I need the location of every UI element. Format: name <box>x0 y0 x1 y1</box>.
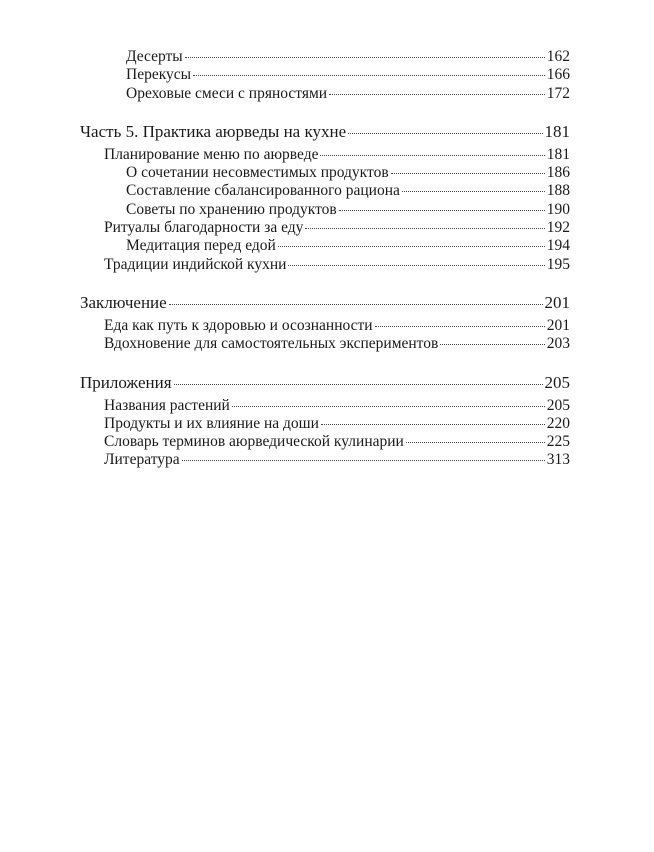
toc-entry-title: Продукты и их влияние на доши <box>104 414 319 432</box>
toc-part-heading <box>80 292 570 314</box>
toc-entry <box>80 433 570 451</box>
dot-leader <box>440 344 544 345</box>
toc-entry <box>80 66 570 84</box>
toc-entry-title: Словарь терминов аюрведической кулинарии <box>104 433 404 451</box>
toc-entry-page: 186 <box>546 164 570 182</box>
toc-entry-page: 181 <box>544 121 570 141</box>
toc-entry-page: 205 <box>544 372 570 392</box>
toc-entry-page: 220 <box>546 414 570 432</box>
toc-entry-title: Составление сбалансированного рациона <box>126 182 400 200</box>
toc-entry-title: Планирование меню по аюрведе <box>104 145 319 163</box>
toc-entry-title: Ореховые смеси с пряностями <box>126 84 328 102</box>
dot-leader <box>320 155 544 156</box>
toc-entry-page: 201 <box>546 316 570 334</box>
dot-leader <box>348 133 542 134</box>
toc-entry <box>80 451 570 469</box>
toc-entry-title: Заключение <box>80 292 167 312</box>
dot-leader <box>232 406 545 407</box>
dot-leader <box>288 265 544 266</box>
toc-entry-title: Часть 5. Практика аюрведы на кухне <box>80 121 347 141</box>
toc-entry-title: Литература <box>104 451 180 469</box>
toc-entry <box>80 164 570 182</box>
toc-entry-page: 195 <box>546 255 570 273</box>
toc-entry <box>80 256 570 274</box>
dot-leader <box>402 191 545 192</box>
dot-leader <box>339 210 545 211</box>
toc-entry-page: 166 <box>546 66 570 84</box>
dot-leader <box>193 75 545 76</box>
dot-leader <box>169 304 543 305</box>
toc-entry-title: О сочетании несовместимых продуктов <box>126 164 389 182</box>
toc-entry-title: Медитация перед едой <box>126 237 276 255</box>
toc-entry-page: 313 <box>546 451 570 469</box>
dot-leader <box>329 94 545 95</box>
toc-entry <box>80 237 570 255</box>
dot-leader <box>174 384 543 385</box>
toc-entry-page: 172 <box>546 84 570 102</box>
dot-leader <box>391 173 545 174</box>
toc-entry-page: 201 <box>544 292 570 312</box>
toc-entry-title: Перекусы <box>126 66 192 84</box>
toc-entry-page: 203 <box>546 335 570 353</box>
toc-part-heading <box>80 121 570 143</box>
toc-entry-title: Традиции индийской кухни <box>104 255 287 273</box>
table-of-contents <box>80 48 570 470</box>
toc-entry-page: 194 <box>546 237 570 255</box>
toc-entry-page: 190 <box>546 200 570 218</box>
toc-entry-page: 181 <box>546 145 570 163</box>
toc-entry <box>80 146 570 164</box>
toc-entry <box>80 335 570 353</box>
toc-entry <box>80 397 570 415</box>
dot-leader <box>185 57 545 58</box>
toc-entry <box>80 219 570 237</box>
toc-entry-page: 225 <box>546 433 570 451</box>
toc-entry <box>80 48 570 66</box>
toc-entry <box>80 201 570 219</box>
toc-entry-page: 188 <box>546 182 570 200</box>
toc-part-heading <box>80 372 570 394</box>
toc-entry-title: Десерты <box>126 48 183 65</box>
dot-leader <box>278 246 545 247</box>
toc-entry-page: 192 <box>546 219 570 237</box>
toc-entry-title: Названия растений <box>104 396 230 414</box>
dot-leader <box>305 228 544 229</box>
toc-entry-title: Вдохновение для самостоятельных экспериментов <box>104 335 439 353</box>
dot-leader <box>375 326 545 327</box>
toc-entry <box>80 415 570 433</box>
dot-leader <box>321 424 545 425</box>
dot-leader <box>182 460 545 461</box>
toc-entry-title: Приложения <box>80 372 172 392</box>
toc-entry-page: 205 <box>546 396 570 414</box>
toc-entry-title: Советы по хранению продуктов <box>126 200 337 218</box>
toc-entry-title: Еда как путь к здоровью и осознанности <box>104 316 373 334</box>
toc-entry-page: 162 <box>546 48 570 65</box>
dot-leader <box>406 442 545 443</box>
toc-entry <box>80 85 570 103</box>
toc-entry <box>80 182 570 200</box>
toc-entry-title: Ритуалы благодарности за еду <box>104 219 304 237</box>
toc-entry <box>80 317 570 335</box>
